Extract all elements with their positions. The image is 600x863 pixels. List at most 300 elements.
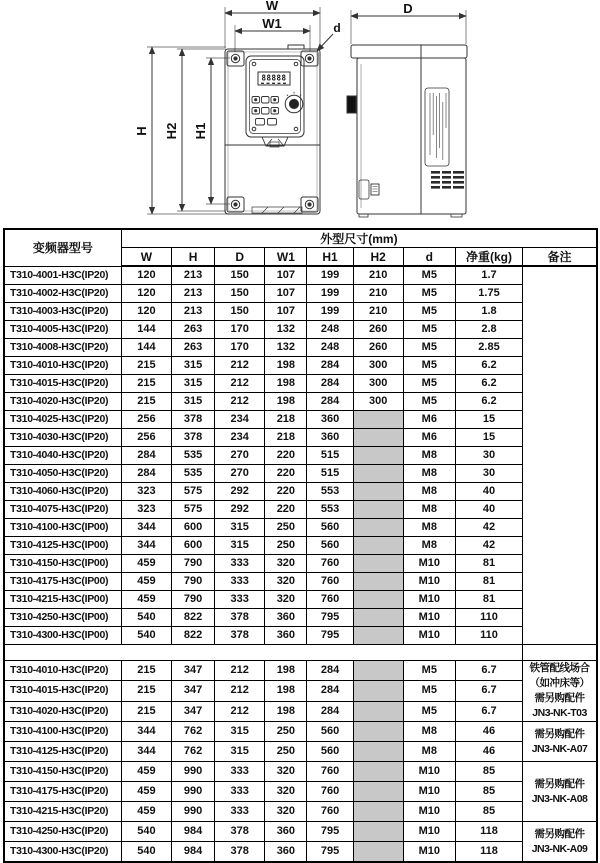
side-view	[347, 1, 467, 217]
value-cell: 459	[121, 782, 171, 802]
value-cell: 284	[307, 701, 353, 721]
value-cell: 263	[172, 321, 215, 339]
dim-label-h1: H1	[193, 122, 208, 140]
value-cell: 6.2	[455, 357, 522, 375]
value-cell: 81	[455, 591, 522, 609]
value-cell: 333	[215, 782, 265, 802]
model-cell: T310-4100-H3C(IP00)	[4, 519, 121, 537]
value-cell: 284	[307, 661, 353, 681]
value-cell: 822	[172, 627, 215, 645]
value-cell: 795	[307, 627, 353, 645]
value-cell: 560	[307, 537, 353, 555]
value-cell: 344	[121, 722, 171, 742]
model-cell: T310-4030-H3C(IP20)	[4, 429, 121, 447]
value-cell: 85	[455, 762, 522, 782]
value-cell: 315	[172, 393, 215, 411]
model-cell: T310-4125-H3C(IP00)	[4, 537, 121, 555]
value-cell: 760	[307, 782, 353, 802]
value-cell: 575	[172, 501, 215, 519]
value-cell: 535	[172, 465, 215, 483]
value-cell	[353, 537, 403, 555]
value-cell: 315	[172, 375, 215, 393]
value-cell: M5	[403, 375, 455, 393]
dim-label-depth: D	[403, 1, 413, 16]
keypad-buttons	[252, 97, 279, 126]
table-row	[4, 591, 597, 609]
table-row	[4, 321, 597, 339]
model-cell: T310-4300-H3C(IP00)	[4, 627, 121, 645]
value-cell	[353, 627, 403, 645]
table-row	[4, 627, 597, 645]
dim-label-w1: W1	[262, 16, 282, 31]
table-row	[4, 357, 597, 375]
value-cell: 120	[121, 266, 171, 285]
col-header-h2: H2	[353, 248, 403, 267]
value-cell: 170	[215, 339, 265, 357]
value-cell: 199	[307, 266, 353, 285]
model-cell: T310-4215-H3C(IP00)	[4, 591, 121, 609]
value-cell: 795	[307, 609, 353, 627]
value-cell: M8	[403, 501, 455, 519]
value-cell: 144	[121, 339, 171, 357]
value-cell: 762	[172, 742, 215, 762]
col-header-h1: H1	[307, 248, 353, 267]
value-cell: 212	[215, 681, 265, 701]
value-cell: 198	[265, 375, 307, 393]
value-cell: 320	[265, 591, 307, 609]
value-cell: 270	[215, 447, 265, 465]
value-cell: M8	[403, 447, 455, 465]
value-cell: 333	[215, 802, 265, 822]
value-cell: 284	[307, 375, 353, 393]
table-row	[4, 645, 597, 661]
value-cell: 132	[265, 339, 307, 357]
value-cell: 250	[265, 722, 307, 742]
value-cell: 6.7	[455, 661, 522, 681]
value-cell: 170	[215, 321, 265, 339]
value-cell: 344	[121, 519, 171, 537]
value-cell: 6.7	[455, 681, 522, 701]
col-header-w: W	[121, 248, 171, 267]
value-cell: 2.85	[455, 339, 522, 357]
value-cell	[353, 519, 403, 537]
value-cell: 81	[455, 555, 522, 573]
value-cell: 347	[172, 701, 215, 721]
value-cell: 212	[215, 701, 265, 721]
table-row	[4, 742, 597, 762]
model-cell: T310-4150-H3C(IP20)	[4, 762, 121, 782]
value-cell: 540	[121, 627, 171, 645]
side-top-cap	[351, 45, 467, 58]
value-cell: M5	[403, 357, 455, 375]
value-cell: 42	[455, 519, 522, 537]
value-cell: 1.7	[455, 266, 522, 285]
value-cell	[353, 555, 403, 573]
value-cell: 790	[172, 591, 215, 609]
table-row	[4, 429, 597, 447]
value-cell: 250	[265, 742, 307, 762]
col-header-weight: 净重(kg)	[455, 248, 522, 267]
value-cell: 459	[121, 573, 171, 591]
value-cell	[353, 573, 403, 591]
value-cell: M5	[403, 393, 455, 411]
value-cell: 315	[215, 742, 265, 762]
remark-cell: 铁管配线场合 （如冲床等） 需另购配件 JN3-NK-T03	[523, 661, 597, 722]
value-cell: 284	[307, 393, 353, 411]
value-cell: 315	[215, 519, 265, 537]
value-cell: 333	[215, 555, 265, 573]
value-cell: 107	[265, 303, 307, 321]
value-cell	[353, 661, 403, 681]
value-cell: M5	[403, 339, 455, 357]
value-cell: 347	[172, 681, 215, 701]
value-cell: 42	[455, 537, 522, 555]
value-cell: 795	[307, 822, 353, 842]
model-cell: T310-4250-H3C(IP20)	[4, 822, 121, 842]
value-cell: 198	[265, 701, 307, 721]
value-cell: 150	[215, 303, 265, 321]
model-cell: T310-4175-H3C(IP00)	[4, 573, 121, 591]
value-cell: 199	[307, 285, 353, 303]
remark-cell: 需另购配件 JN3-NK-A09	[523, 822, 597, 863]
value-cell: M5	[403, 681, 455, 701]
value-cell: 40	[455, 483, 522, 501]
front-view	[134, 0, 341, 214]
inverter-side-body	[357, 58, 466, 214]
table-row	[4, 393, 597, 411]
value-cell: 218	[265, 411, 307, 429]
model-cell: T310-4005-H3C(IP20)	[4, 321, 121, 339]
value-cell: 560	[307, 722, 353, 742]
value-cell: 790	[172, 555, 215, 573]
value-cell: 256	[121, 411, 171, 429]
value-cell: 344	[121, 742, 171, 762]
remark-cell: 需另购配件 JN3-NK-A08	[523, 762, 597, 822]
value-cell	[353, 465, 403, 483]
value-cell: 553	[307, 501, 353, 519]
separator-cell	[4, 645, 523, 661]
value-cell: 212	[215, 393, 265, 411]
table-row	[4, 822, 597, 842]
value-cell: 107	[265, 285, 307, 303]
value-cell	[353, 782, 403, 802]
table-row	[4, 501, 597, 519]
value-cell	[353, 447, 403, 465]
value-cell: 107	[265, 266, 307, 285]
value-cell: 300	[353, 393, 403, 411]
value-cell: 2.8	[455, 321, 522, 339]
value-cell: 15	[455, 411, 522, 429]
value-cell: 215	[121, 701, 171, 721]
value-cell: 795	[307, 842, 353, 863]
value-cell: 600	[172, 519, 215, 537]
table-row	[4, 375, 597, 393]
value-cell	[353, 701, 403, 721]
side-connector	[347, 96, 356, 113]
value-cell: 984	[172, 842, 215, 863]
value-cell: 540	[121, 609, 171, 627]
separator-remark-cell	[523, 645, 597, 661]
value-cell: 760	[307, 555, 353, 573]
value-cell: 292	[215, 483, 265, 501]
value-cell: 284	[121, 447, 171, 465]
dim-label-h: H	[134, 126, 149, 136]
col-header-h: H	[172, 248, 215, 267]
value-cell: 212	[215, 357, 265, 375]
value-cell: 215	[121, 375, 171, 393]
value-cell: 822	[172, 609, 215, 627]
value-cell: 248	[307, 321, 353, 339]
value-cell: 1.75	[455, 285, 522, 303]
table-row	[4, 681, 597, 701]
value-cell: 260	[353, 321, 403, 339]
value-cell: 144	[121, 321, 171, 339]
value-cell: 263	[172, 339, 215, 357]
value-cell: 333	[215, 762, 265, 782]
value-cell: 515	[307, 465, 353, 483]
value-cell: 315	[172, 357, 215, 375]
value-cell: M10	[403, 802, 455, 822]
value-cell: 256	[121, 429, 171, 447]
value-cell: 600	[172, 537, 215, 555]
value-cell: 320	[265, 762, 307, 782]
table-row	[4, 555, 597, 573]
value-cell: 459	[121, 762, 171, 782]
value-cell: 459	[121, 802, 171, 822]
value-cell: 315	[215, 722, 265, 742]
model-cell: T310-4008-H3C(IP20)	[4, 339, 121, 357]
table-row	[4, 339, 597, 357]
value-cell: 6.7	[455, 701, 522, 721]
value-cell: M6	[403, 429, 455, 447]
value-cell: 6.2	[455, 393, 522, 411]
value-cell: 560	[307, 519, 353, 537]
value-cell	[353, 822, 403, 842]
value-cell: 323	[121, 501, 171, 519]
value-cell: 333	[215, 573, 265, 591]
table-row	[4, 701, 597, 721]
value-cell: 132	[265, 321, 307, 339]
value-cell: 199	[307, 303, 353, 321]
value-cell: M10	[403, 573, 455, 591]
value-cell: 30	[455, 447, 522, 465]
technical-drawing	[0, 0, 600, 228]
value-cell: 212	[215, 375, 265, 393]
value-cell: 210	[353, 285, 403, 303]
value-cell: M5	[403, 285, 455, 303]
table-body	[4, 266, 597, 862]
value-cell: M8	[403, 722, 455, 742]
dim-label-w: W	[265, 0, 279, 13]
value-cell: M5	[403, 303, 455, 321]
value-cell	[353, 722, 403, 742]
value-cell: 110	[455, 627, 522, 645]
value-cell: 760	[307, 802, 353, 822]
value-cell: 120	[121, 303, 171, 321]
model-cell: T310-4020-H3C(IP20)	[4, 393, 121, 411]
value-cell: 333	[215, 591, 265, 609]
value-cell	[353, 501, 403, 519]
model-cell: T310-4010-H3C(IP20)	[4, 357, 121, 375]
value-cell: 250	[265, 537, 307, 555]
value-cell: 215	[121, 393, 171, 411]
value-cell: 198	[265, 393, 307, 411]
value-cell: 198	[265, 661, 307, 681]
model-cell: T310-4020-H3C(IP20)	[4, 701, 121, 721]
value-cell: 760	[307, 573, 353, 591]
col-header-remarks: 备注	[523, 248, 597, 267]
value-cell: 378	[215, 609, 265, 627]
value-cell: 220	[265, 501, 307, 519]
value-cell: 220	[265, 447, 307, 465]
col-header-model: 变频器型号	[4, 229, 121, 266]
value-cell: 284	[307, 357, 353, 375]
remark-cell: 需另购配件 JN3-NK-A07	[523, 722, 597, 762]
value-cell: 284	[307, 681, 353, 701]
value-cell: 320	[265, 782, 307, 802]
value-cell: M8	[403, 483, 455, 501]
model-cell: T310-4125-H3C(IP20)	[4, 742, 121, 762]
value-cell: 150	[215, 266, 265, 285]
model-cell: T310-4175-H3C(IP20)	[4, 782, 121, 802]
value-cell: 300	[353, 357, 403, 375]
value-cell: 378	[172, 411, 215, 429]
value-cell: 760	[307, 762, 353, 782]
model-cell: T310-4250-H3C(IP00)	[4, 609, 121, 627]
value-cell: 360	[265, 609, 307, 627]
value-cell: 198	[265, 681, 307, 701]
value-cell: M8	[403, 742, 455, 762]
col-header-d: D	[215, 248, 265, 267]
value-cell: 540	[121, 842, 171, 863]
value-cell: 378	[215, 822, 265, 842]
dim-label-h2: H2	[164, 122, 179, 140]
table-row	[4, 303, 597, 321]
table-row	[4, 762, 597, 782]
col-header-w1: W1	[265, 248, 307, 267]
value-cell: 990	[172, 782, 215, 802]
value-cell: M5	[403, 661, 455, 681]
table-row	[4, 285, 597, 303]
table-row	[4, 573, 597, 591]
value-cell: 118	[455, 822, 522, 842]
table-row	[4, 609, 597, 627]
value-cell: 110	[455, 609, 522, 627]
table-row	[4, 483, 597, 501]
value-cell: 218	[265, 429, 307, 447]
table-row	[4, 519, 597, 537]
value-cell: 760	[307, 591, 353, 609]
model-cell: T310-4050-H3C(IP20)	[4, 465, 121, 483]
model-cell: T310-4003-H3C(IP20)	[4, 303, 121, 321]
value-cell: 85	[455, 782, 522, 802]
value-cell	[353, 842, 403, 863]
keypad-panel	[246, 56, 304, 137]
value-cell: 378	[215, 627, 265, 645]
value-cell: 215	[121, 681, 171, 701]
value-cell: 320	[265, 573, 307, 591]
display-digits: 88888	[261, 73, 287, 83]
value-cell: 220	[265, 483, 307, 501]
value-cell	[353, 762, 403, 782]
value-cell: 85	[455, 802, 522, 822]
value-cell: M6	[403, 411, 455, 429]
dimension-table	[3, 228, 598, 863]
value-cell: 220	[265, 465, 307, 483]
value-cell: 990	[172, 802, 215, 822]
value-cell: 234	[215, 429, 265, 447]
value-cell: 212	[215, 661, 265, 681]
value-cell: 118	[455, 842, 522, 863]
table-row	[4, 802, 597, 822]
value-cell: 378	[215, 842, 265, 863]
value-cell: 46	[455, 722, 522, 742]
value-cell: 213	[172, 303, 215, 321]
table-row	[4, 842, 597, 863]
value-cell: M8	[403, 537, 455, 555]
value-cell: 360	[265, 822, 307, 842]
value-cell	[353, 411, 403, 429]
value-cell	[353, 483, 403, 501]
value-cell: 790	[172, 573, 215, 591]
model-cell: T310-4040-H3C(IP20)	[4, 447, 121, 465]
value-cell: 210	[353, 303, 403, 321]
value-cell	[353, 742, 403, 762]
value-cell: 560	[307, 742, 353, 762]
value-cell	[353, 591, 403, 609]
value-cell: 215	[121, 661, 171, 681]
model-cell: T310-4150-H3C(IP00)	[4, 555, 121, 573]
label-sticker	[425, 88, 449, 166]
model-cell: T310-4300-H3C(IP20)	[4, 842, 121, 863]
value-cell: M10	[403, 555, 455, 573]
model-cell: T310-4025-H3C(IP20)	[4, 411, 121, 429]
value-cell: 6.2	[455, 375, 522, 393]
value-cell	[353, 802, 403, 822]
dim-label-d-hole: d	[333, 21, 341, 35]
value-cell: 540	[121, 822, 171, 842]
value-cell: M10	[403, 782, 455, 802]
value-cell: M10	[403, 762, 455, 782]
value-cell: 81	[455, 573, 522, 591]
value-cell: 40	[455, 501, 522, 519]
value-cell	[353, 609, 403, 627]
value-cell: 120	[121, 285, 171, 303]
table-row	[4, 661, 597, 681]
value-cell: 575	[172, 483, 215, 501]
value-cell: 248	[307, 339, 353, 357]
model-cell: T310-4100-H3C(IP20)	[4, 722, 121, 742]
value-cell: 270	[215, 465, 265, 483]
value-cell: 344	[121, 537, 171, 555]
remark-cell	[523, 266, 597, 645]
value-cell: 762	[172, 722, 215, 742]
value-cell: 250	[265, 519, 307, 537]
table-row	[4, 447, 597, 465]
model-cell: T310-4002-H3C(IP20)	[4, 285, 121, 303]
value-cell: 210	[353, 266, 403, 285]
value-cell: 315	[215, 537, 265, 555]
value-cell: 292	[215, 501, 265, 519]
value-cell: 535	[172, 447, 215, 465]
model-cell: T310-4075-H3C(IP20)	[4, 501, 121, 519]
value-cell: 320	[265, 555, 307, 573]
value-cell: M5	[403, 266, 455, 285]
value-cell: 553	[307, 483, 353, 501]
value-cell: 46	[455, 742, 522, 762]
value-cell: 320	[265, 802, 307, 822]
value-cell: 1.8	[455, 303, 522, 321]
